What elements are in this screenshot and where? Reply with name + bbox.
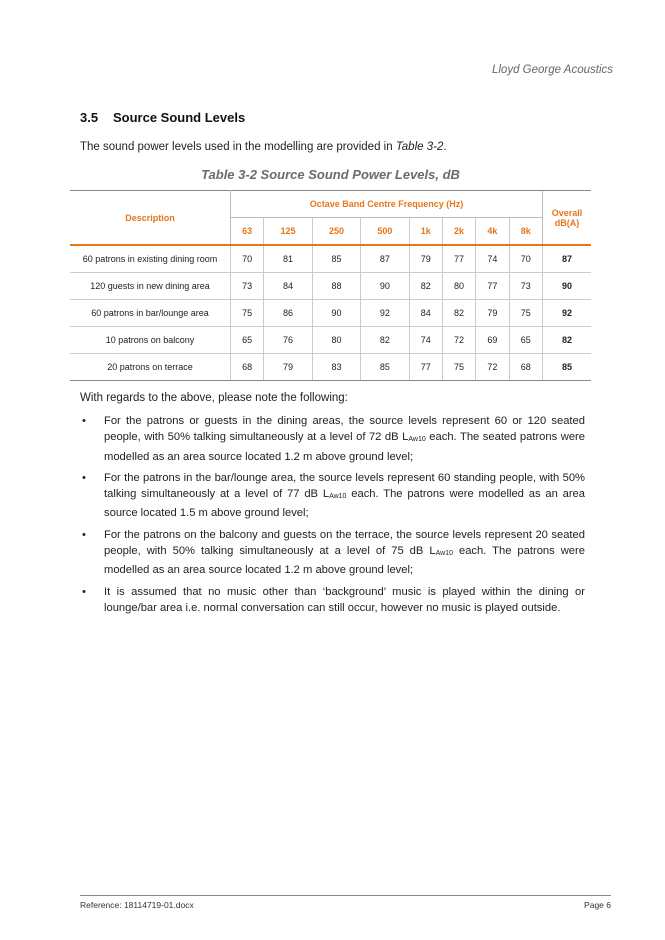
band-level-cell: 65	[231, 327, 264, 354]
band-level-cell: 79	[264, 354, 312, 381]
freq-header: 4k	[476, 218, 509, 246]
band-level-cell: 92	[361, 300, 409, 327]
notes-intro: With regards to the above, please note the following:	[80, 392, 348, 404]
overall-level-cell: 87	[543, 246, 592, 273]
band-level-cell: 84	[264, 273, 312, 300]
band-level-cell: 80	[442, 273, 475, 300]
footer-page-number: Page 6	[584, 900, 611, 910]
description-header: Description	[70, 191, 231, 246]
note-subscript: Aw10	[408, 436, 426, 444]
table-reference: Table 3-2	[395, 141, 444, 153]
band-level-cell: 65	[509, 327, 543, 354]
section-title: Source Sound Levels	[113, 110, 246, 125]
note-item	[80, 470, 585, 522]
freq-header: 500	[361, 218, 409, 246]
band-level-cell: 73	[231, 273, 264, 300]
table-row	[70, 300, 591, 327]
notes-list	[80, 408, 585, 616]
footer-reference: Reference: 18114719-01.docx	[80, 900, 194, 910]
freq-header: 1k	[409, 218, 442, 246]
band-level-cell: 70	[509, 246, 543, 273]
note-text: For the patrons on the balcony and guests on the terrace, the source levels represent 20 seated people, with 50% talking simultaneously at a level of 75 dB L	[104, 528, 585, 558]
band-level-cell: 79	[476, 300, 509, 327]
band-level-cell: 90	[312, 300, 360, 327]
section-number: 3.5	[80, 110, 99, 125]
intro-paragraph	[80, 141, 447, 153]
source-levels-table	[70, 190, 591, 381]
intro-end: .	[443, 141, 447, 153]
band-level-cell: 77	[409, 354, 442, 381]
table-row	[70, 273, 591, 300]
note-text-end: each. The patrons were modelled as an area source located 1.2 m above ground level;	[104, 545, 585, 577]
row-description: 60 patrons in bar/lounge area	[70, 300, 231, 327]
table-caption: Table 3-2 Source Sound Power Levels, dB	[201, 167, 460, 182]
band-level-cell: 75	[509, 300, 543, 327]
intro-text: The sound power levels used in the modelling are provided in	[80, 141, 396, 153]
band-level-cell: 68	[509, 354, 543, 381]
band-level-cell: 73	[509, 273, 543, 300]
band-level-cell: 81	[264, 246, 312, 273]
band-level-cell: 82	[442, 300, 475, 327]
note-subscript: Aw10	[435, 550, 453, 558]
band-level-cell: 74	[409, 327, 442, 354]
freq-header: 2k	[442, 218, 475, 246]
note-item	[80, 527, 585, 579]
row-description: 120 guests in new dining area	[70, 273, 231, 300]
table-row	[70, 327, 591, 354]
freq-header: 8k	[520, 226, 531, 236]
bullet-icon: •	[82, 528, 86, 541]
band-level-cell: 74	[476, 246, 509, 273]
footer-divider	[80, 895, 611, 896]
note-text-end: each. The seated patrons were modelled as an area source located 1.2 m above ground level;	[104, 431, 585, 463]
overall-level-cell: 90	[543, 273, 592, 300]
band-level-cell: 85	[361, 354, 409, 381]
note-text: For the patrons or guests in the dining areas, the source levels represent 60 or 120 seated people, with 50% talking simultaneously at a level of 72 dB L	[104, 415, 585, 444]
note-subscript: Aw10	[329, 493, 347, 501]
freq-header: 125	[264, 218, 312, 246]
band-level-cell: 77	[476, 273, 509, 300]
overall-level-cell: 82	[543, 327, 592, 354]
band-level-cell: 90	[361, 273, 409, 300]
band-level-cell: 69	[476, 327, 509, 354]
band-level-cell: 84	[409, 300, 442, 327]
band-level-cell: 80	[312, 327, 360, 354]
overall-level-cell: 85	[543, 354, 592, 381]
band-level-cell: 88	[312, 273, 360, 300]
band-level-cell: 77	[442, 246, 475, 273]
band-level-cell: 87	[361, 246, 409, 273]
band-group-header: Octave Band Centre Frequency (Hz)	[231, 191, 543, 218]
row-description: 10 patrons on balcony	[70, 327, 231, 354]
overall-header: Overall dB(A)	[543, 191, 592, 246]
overall-level-cell: 92	[543, 300, 592, 327]
table-row	[70, 354, 591, 381]
section-heading	[80, 110, 245, 125]
band-level-cell: 82	[409, 273, 442, 300]
band-level-cell: 70	[231, 246, 264, 273]
band-level-cell: 75	[442, 354, 475, 381]
band-level-cell: 72	[476, 354, 509, 381]
table-row	[70, 246, 591, 273]
band-level-cell: 75	[231, 300, 264, 327]
band-level-cell: 79	[409, 246, 442, 273]
band-level-cell: 85	[312, 246, 360, 273]
note-item	[80, 584, 585, 617]
band-level-cell: 72	[442, 327, 475, 354]
header-brand: Lloyd George Acoustics	[491, 64, 613, 76]
band-level-cell: 76	[264, 327, 312, 354]
bullet-icon: •	[82, 585, 86, 598]
bullet-icon: •	[82, 415, 86, 427]
row-description: 60 patrons in existing dining room	[70, 246, 231, 273]
note-item	[80, 413, 585, 465]
band-level-cell: 83	[312, 354, 360, 381]
band-level-cell: 86	[264, 300, 312, 327]
note-text-end: each. The patrons were modelled as an area source located 1.5 m above ground level;	[104, 488, 585, 520]
freq-header: 63	[231, 218, 264, 246]
note-text: For the patrons in the bar/lounge area, the source levels represent 60 standing people, with 50% talking simultaneously at a level of 77 dB L	[104, 471, 585, 501]
note-text: It is assumed that no music other than ‘background’ music is played within the dining or lounge/bar area i.e. normal conversation can still occur, however no music is played outside.	[104, 585, 585, 614]
freq-header: 250	[312, 218, 360, 246]
bullet-icon: •	[82, 471, 86, 484]
row-description: 20 patrons on terrace	[70, 354, 231, 381]
band-level-cell: 68	[231, 354, 264, 381]
band-level-cell: 82	[361, 327, 409, 354]
